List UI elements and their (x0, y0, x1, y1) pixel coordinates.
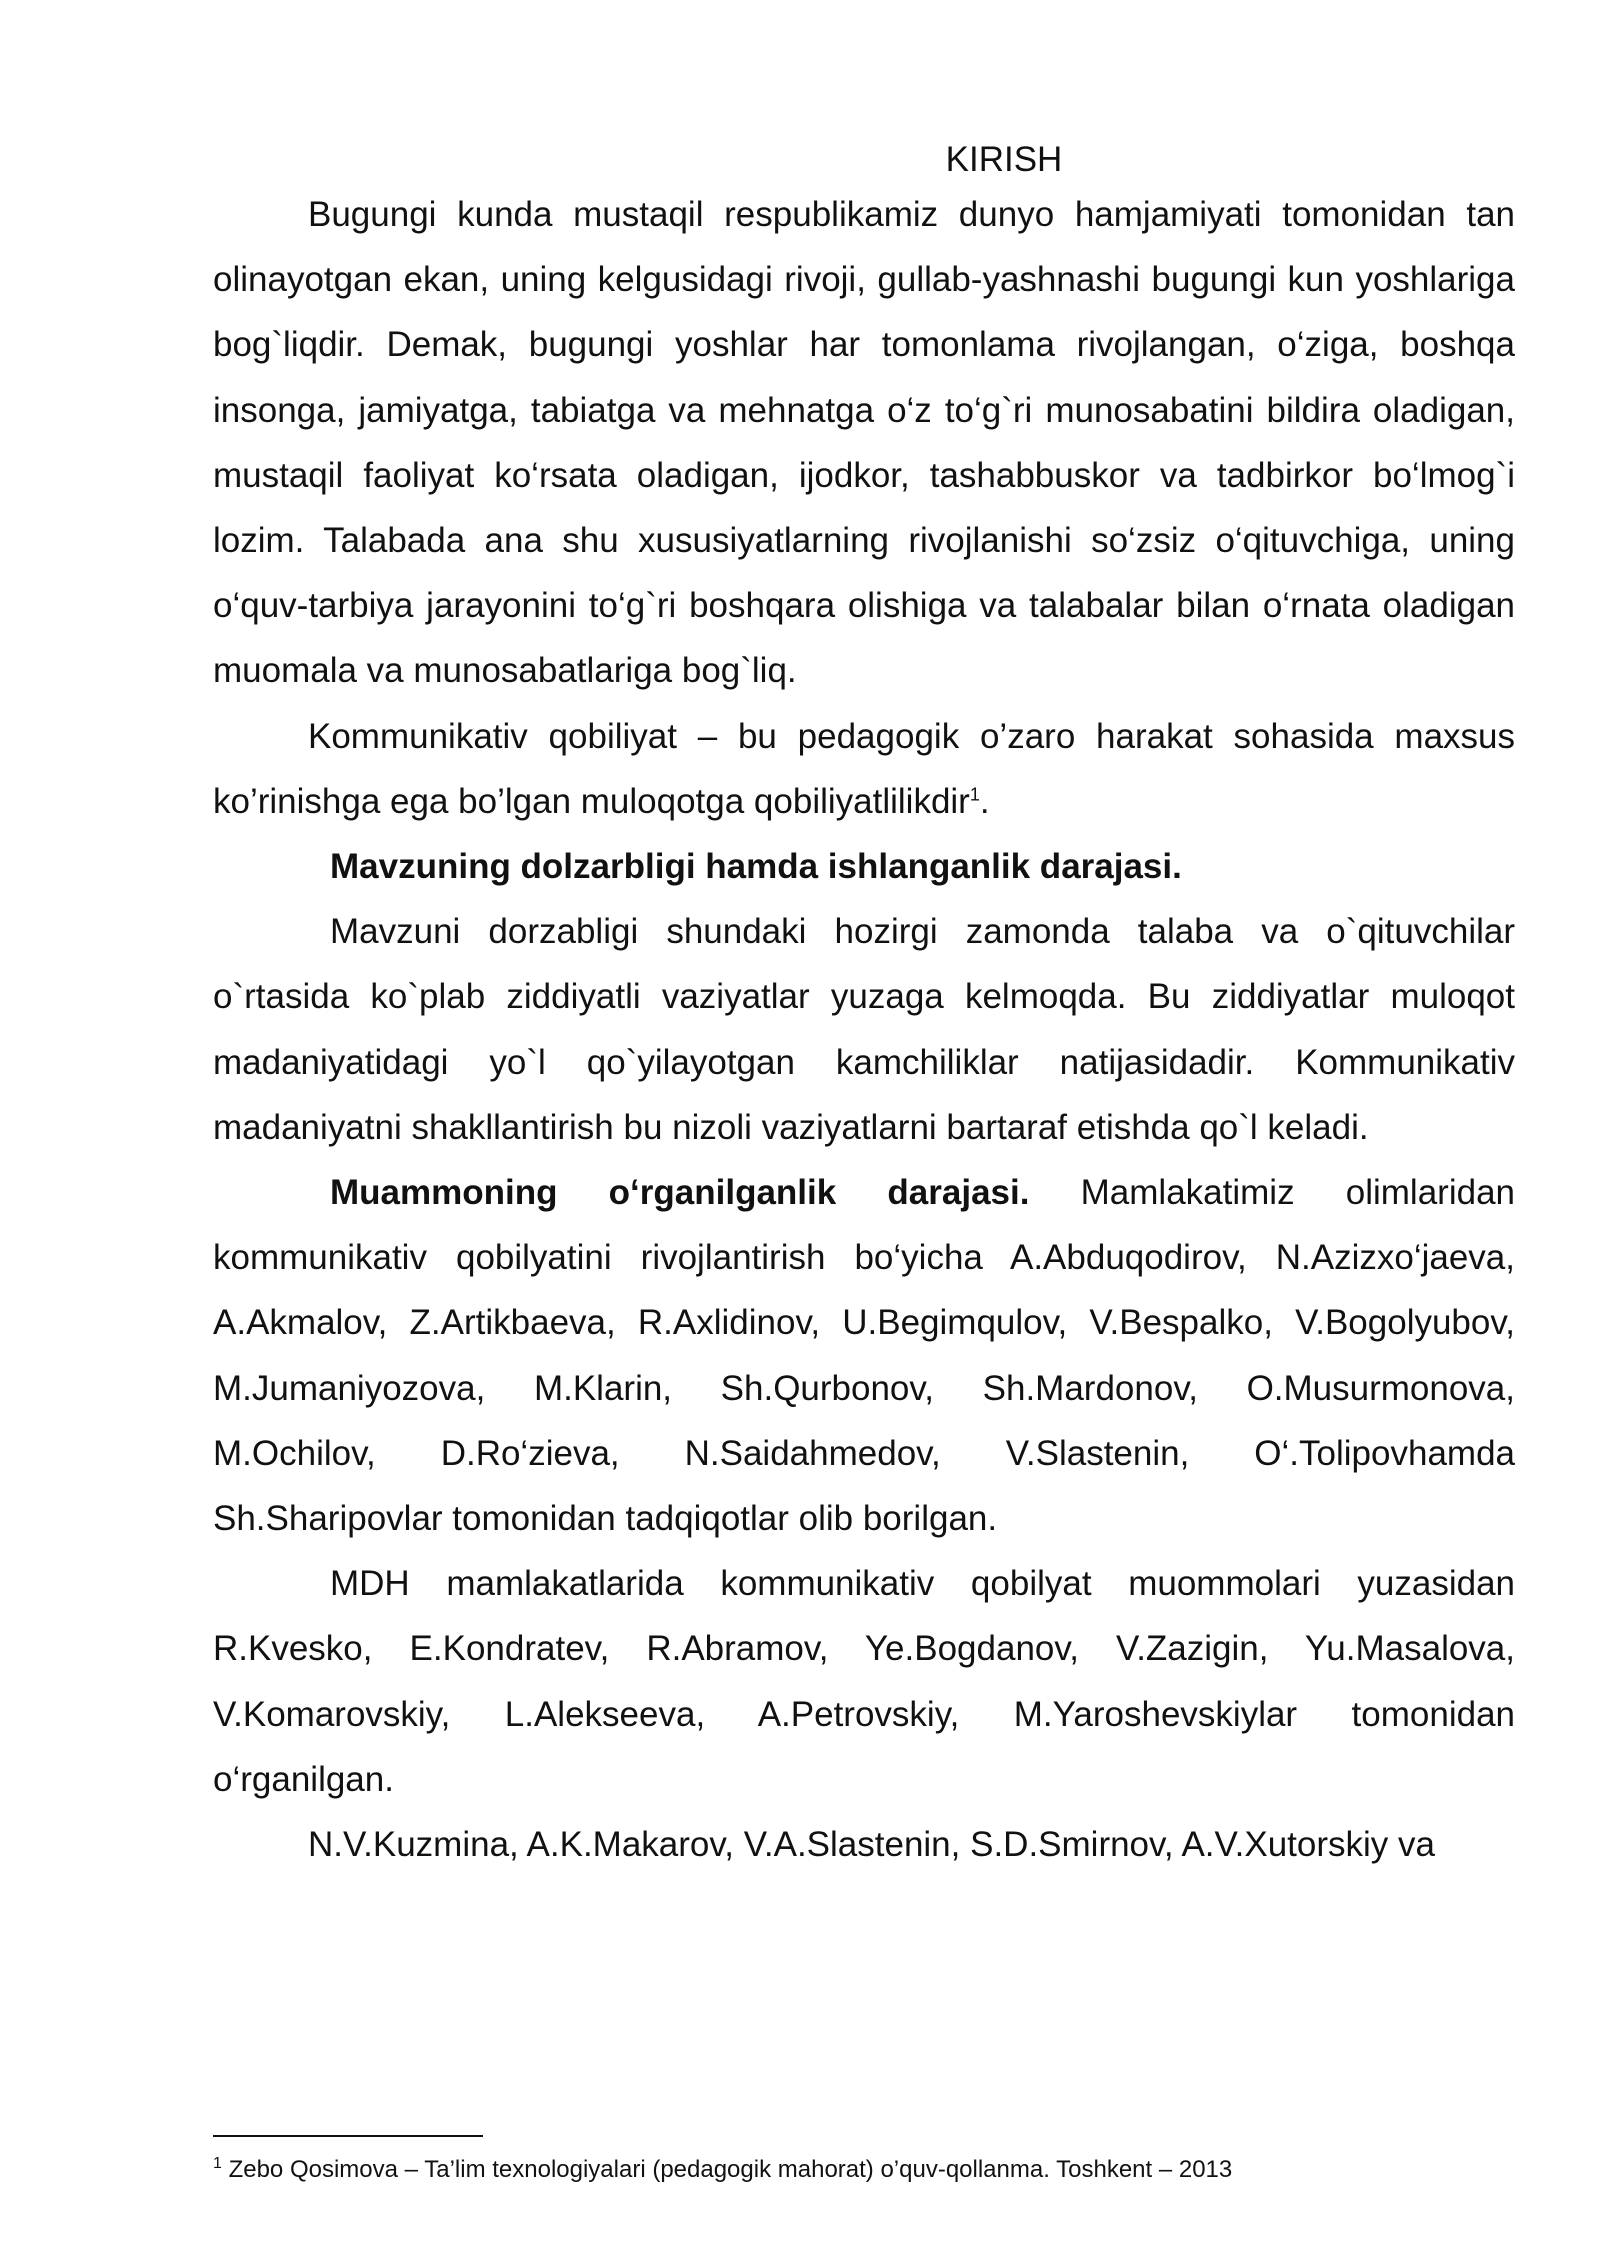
definition-text: Kommunikativ qobiliyat – bu pedagogik o’zaro harakat sohasida maxsus ko’rinishga ega bo’lgan muloqotga qobiliyatlilikdir (213, 716, 1515, 821)
cis-research-paragraph: MDH mamlakatlarida kommunikativ qobilyat muommolari yuzasidan R.Kvesko, E.Kondratev, R.Abramov, Ye.Bogdanov, V.Zazigin, Yu.Masalova, V.Komarovskiy, L.Alekseeva, A.Petrovskiy, M.Yaroshevskiylar tomonidan o‘rganilgan. (213, 1564, 1515, 1799)
definition-paragraph (213, 704, 1515, 834)
footnote (213, 2150, 1513, 2190)
intro-paragraph: Bugungi kunda mustaqil respublikamiz dunyo hamjamiyati tomonidan tan olinayotgan ekan, uning kelgusidagi rivoji, gullab-yashnashi bugungi kun yoshlariga bog`liqdir. Demak, bugungi yoshlar har tomonlama rivojlangan, o‘ziga, boshqa insonga, jamiyatga, tabiatga va mehnatga o‘z to‘g`ri munosabatini bildira oladigan, mustaqil faoliyat ko‘rsata oladigan, ijodkor, tashabbuskor va tadbirkor bo‘lmog`i lozim. Talabada ana shu xususiyatlarning rivojlanishi so‘zsiz o‘qituvchiga, uning o‘quv-tarbiya jarayonini to‘g`ri boshqara olishiga va talabalar bilan o‘rnata oladigan muomala va munosabatlariga bog`liq. (213, 195, 1515, 691)
section-heading-relevance: Mavzuning dolzarbligi hamda ishlanganlik darajasi. (330, 847, 1182, 887)
authors-paragraph: N.V.Kuzmina, A.K.Makarov, V.A.Slastenin, S.D.Smirnov, A.V.Xutorskiy va (308, 1825, 1435, 1865)
document-body (213, 137, 1515, 1877)
footnote-reference[interactable]: 1 (969, 784, 980, 805)
relevance-paragraph: Mavzuni dorzabligi shundaki hozirgi zamonda talaba va o`qituvchilar o`rtasida ko`plab ziddiyatli vaziyatlar yuzaga kelmoqda. Bu ziddiyatlar muloqot madaniyatidagi yo`l qo`yilayotgan kamchiliklar natijasidadir. Kommunikativ madaniyatni shakllantirish bu nizoli vaziyatlarni bartaraf etishda qo`l keladi. (213, 912, 1515, 1147)
footnote-text: Zebo Qosimova – Ta’lim texnologiyalari (pedagogik mahorat) o’quv-qollanma. Toshkent – 2013 (221, 2156, 1233, 2183)
page-title: KIRISH (945, 140, 1063, 179)
footnote-number: 1 (213, 2155, 222, 2172)
study-degree-text: Mamlakatimiz olimlaridan kommunikativ qobilyatini rivojlantirish bo‘yicha A.Abduqodirov, N.Azizxo‘jaeva, A.Akmalov, Z.Artikbaeva, R.Axlidinov, U.Begimqulov, V.Bespalko, V.Bogolyubov, M.Jumaniyozova, M.Klarin, Sh.Qurbonov, Sh.Mardonov, O.Musurmonova, M.Ochilov, D.Ro‘zieva, N.Saidahmedov, V.Slastenin, O‘.Tolipovhamda Sh.Sharipovlar tomonidan tadqiqotlar olib borilgan. (213, 1173, 1516, 1539)
study-degree-paragraph (213, 1160, 1515, 1551)
definition-end: . (979, 781, 990, 821)
footnote-separator (213, 2135, 483, 2137)
study-degree-heading: Muammoning o‘rganilganlik darajasi. (330, 1173, 1030, 1213)
